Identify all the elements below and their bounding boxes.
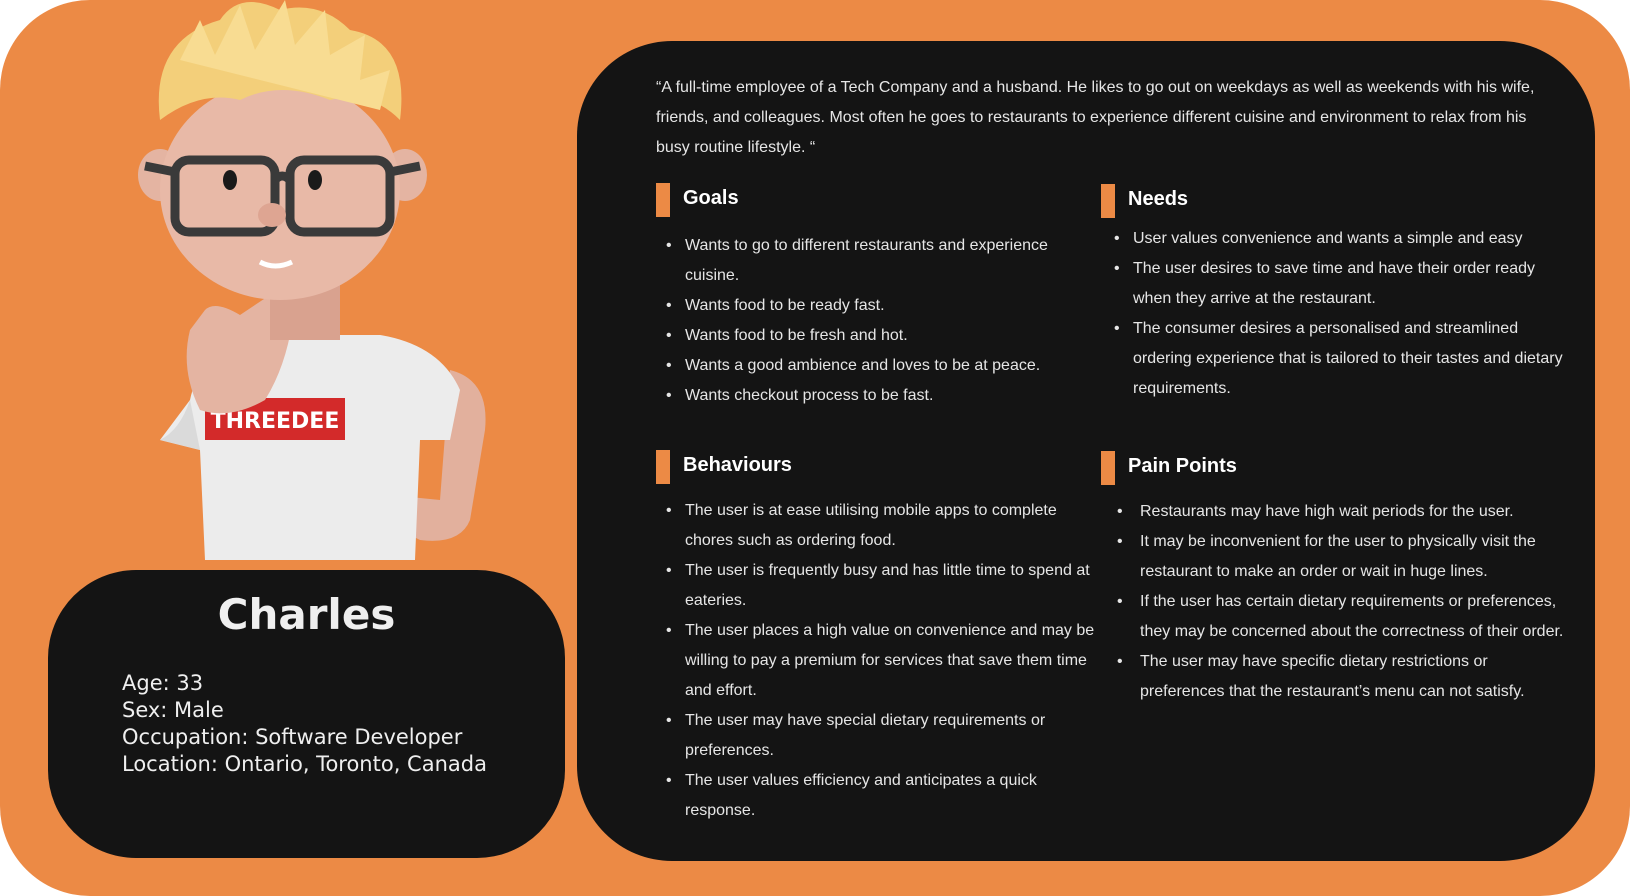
list-item: • The user desires to save time and have their order ready when they arrive at the restaurant. (1101, 254, 1571, 314)
needs-header (1101, 184, 1571, 218)
persona-details (122, 670, 487, 778)
persona-name: Charles (217, 590, 396, 639)
section-accent-bar (656, 183, 670, 217)
profile-panel (48, 570, 565, 858)
list-item: • The user may have specific dietary restrictions or preferences that the restaurant’s menu can not satisfy. (1101, 647, 1571, 707)
goals-header (656, 183, 1086, 217)
behaviours-title: Behaviours (683, 454, 792, 476)
detail-age: Age: 33 (122, 671, 204, 695)
shirt-text: THREEDEE (210, 409, 340, 434)
behaviours-list (656, 496, 1101, 826)
list-item: • If the user has certain dietary requirements or preferences, they may be concerned about the correctness of their order. (1101, 587, 1571, 647)
needs-title: Needs (1128, 188, 1189, 210)
goals-list (656, 231, 1086, 411)
pain-points-list (1101, 497, 1571, 707)
section-accent-bar (656, 450, 670, 484)
list-item: • The user places a high value on convenience and may be willing to pay a premium for services that save them time and effort. (656, 616, 1101, 706)
behaviours-section (656, 450, 1101, 826)
pain-points-section (1101, 451, 1571, 707)
list-item: • The consumer desires a personalised and streamlined ordering experience that is tailored to their tastes and dietary requirements. (1101, 314, 1571, 404)
persona-quote: “A full-time employee of a Tech Company and a husband. He likes to go out on weekdays as well as weekends with his wife, friends, and colleagues. Most often he goes to restaurants to experience different cuisine and environment to relax from his busy routine lifestyle. “ (656, 79, 1535, 156)
list-item: • The user is at ease utilising mobile apps to complete chores such as ordering food. (656, 496, 1101, 556)
list-item: • The user is frequently busy and has little time to spend at eateries. (656, 556, 1101, 616)
goals-section (656, 183, 1086, 411)
detail-occupation: Occupation: Software Developer (122, 725, 463, 749)
needs-section (1101, 184, 1571, 404)
goals-title: Goals (683, 187, 739, 209)
section-accent-bar (1101, 451, 1115, 485)
pain-points-header (1101, 451, 1571, 485)
list-item: • Restaurants may have high wait periods for the user. (1101, 497, 1571, 527)
behaviours-header (656, 450, 1101, 484)
list-item: • The user values efficiency and anticipates a quick response. (656, 766, 1101, 826)
list-item: • Wants checkout process to be fast. (656, 381, 1086, 411)
detail-location: Location: Ontario, Toronto, Canada (122, 752, 487, 776)
list-item: • Wants food to be fresh and hot. (656, 321, 1086, 351)
pain-points-title: Pain Points (1128, 455, 1237, 477)
needs-list (1101, 224, 1571, 404)
list-item: • Wants to go to different restaurants and experience cuisine. (656, 231, 1086, 291)
list-item: • Wants a good ambience and loves to be at peace. (656, 351, 1086, 381)
detail-sex: Sex: Male (122, 698, 224, 722)
list-item: • User values convenience and wants a simple and easy (1101, 224, 1571, 254)
section-accent-bar (1101, 184, 1115, 218)
list-item: • It may be inconvenient for the user to physically visit the restaurant to make an order or wait in huge lines. (1101, 527, 1571, 587)
list-item: • The user may have special dietary requirements or preferences. (656, 706, 1101, 766)
info-panel (577, 41, 1595, 861)
list-item: • Wants food to be ready fast. (656, 291, 1086, 321)
persona-avatar-illustration (120, 0, 540, 590)
